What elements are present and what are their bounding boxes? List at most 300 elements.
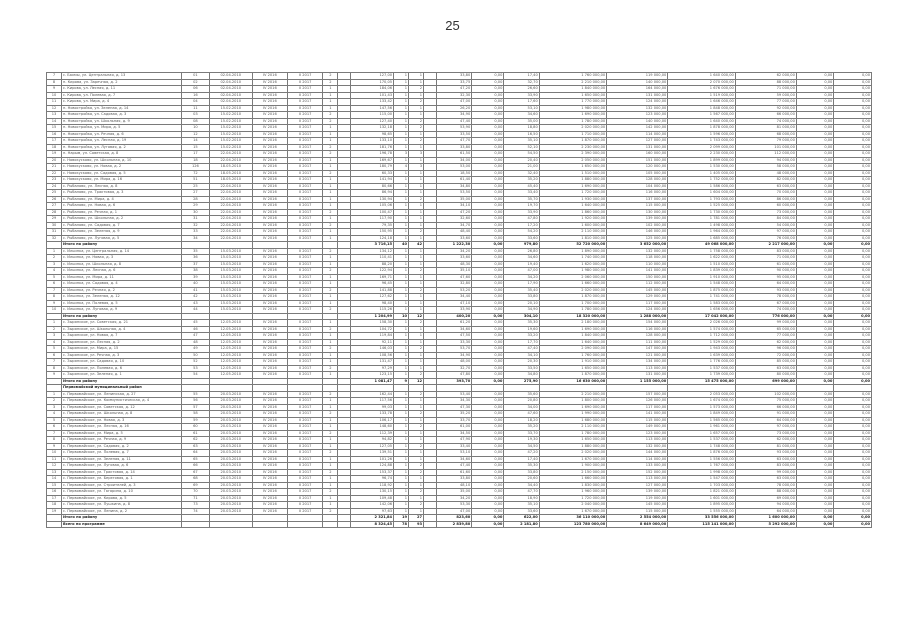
table-cell: 35,10 — [504, 502, 539, 509]
table-cell: 0,00 — [472, 229, 504, 236]
table-cell: 0,00 — [472, 118, 504, 125]
table-cell: II 2017 — [288, 352, 323, 359]
table-cell: 115 141 000,00 — [668, 521, 736, 528]
table-cell: 49 — [182, 346, 210, 353]
address-cell: с. Первомайское, ул. Береговая, д. 1 — [62, 476, 182, 483]
table-cell: 51 — [182, 177, 210, 184]
table-cell: 0,00 — [834, 508, 872, 515]
table-cell: 1 — [323, 190, 338, 197]
table-cell: 54 — [182, 372, 210, 379]
table-cell: 128 000,00 — [607, 177, 668, 184]
table-cell: 1 720 000,00 — [539, 495, 607, 502]
table-cell: 0,00 — [834, 495, 872, 502]
table-cell: 1 660 000,00 — [539, 476, 607, 483]
table-cell: II 2017 — [288, 274, 323, 281]
table-cell: 2 — [323, 450, 338, 457]
row-number-cell: 23 — [47, 177, 62, 184]
row-number-cell: 4 — [47, 268, 62, 275]
address-cell: с. Ильинка, ул. Полевая, д. 5 — [62, 300, 182, 307]
table-cell: 1 — [323, 261, 338, 268]
table-cell: 1 — [394, 281, 409, 288]
table-cell: 0,00 — [834, 157, 872, 164]
table-cell: 15.03.2010 — [209, 261, 252, 268]
table-cell: 93 000,00 — [735, 287, 796, 294]
table-cell: 0,00 — [472, 216, 504, 223]
row-number-cell: 7 — [47, 73, 62, 80]
table-cell: 3 — [409, 151, 424, 158]
table-cell: 1 — [394, 131, 409, 138]
table-cell: 97 000,00 — [735, 424, 796, 431]
table-cell: 99 000,00 — [735, 469, 796, 476]
table-cell: 169,71 — [351, 274, 394, 281]
table-cell: 1 — [394, 138, 409, 145]
table-cell: 22.04.2010 — [209, 209, 252, 216]
table-cell: 145 000,00 — [607, 502, 668, 509]
table-cell: 34,80 — [504, 372, 539, 379]
table-cell: 66 000,00 — [735, 112, 796, 119]
table-cell: 48,00 — [436, 359, 471, 366]
table-cell: 1 — [394, 216, 409, 223]
table-cell: 2 230 000,00 — [539, 144, 607, 151]
table-cell: 34,00 — [504, 404, 539, 411]
row-number-cell: 11 — [47, 99, 62, 106]
table-cell: 16,50 — [504, 131, 539, 138]
table-cell: 150,95 — [351, 229, 394, 236]
table-cell: 2 110 000,00 — [539, 229, 607, 236]
table-cell: 0,00 — [834, 209, 872, 216]
table-cell: 0,00 — [834, 242, 872, 249]
table-cell: 9 — [394, 378, 409, 385]
table-cell: 34,60 — [504, 255, 539, 262]
table-cell: 67 — [182, 469, 210, 476]
table-cell: 1 596 000,00 — [668, 131, 736, 138]
table-cell: 0,00 — [472, 73, 504, 80]
table-cell: 1 — [394, 112, 409, 119]
table-cell: 0,00 — [834, 489, 872, 496]
table-cell: 1 — [323, 404, 338, 411]
table-cell: 78 000,00 — [735, 294, 796, 301]
table-cell: 47,90 — [436, 437, 471, 444]
table-cell: 55 — [182, 391, 210, 398]
table-cell: 0,00 — [796, 144, 834, 151]
table-cell: 1 — [323, 463, 338, 470]
address-cell: Итого по району — [62, 313, 182, 320]
table-cell: 1 650 000,00 — [539, 92, 607, 99]
table-cell: 0,00 — [834, 268, 872, 275]
table-cell: IV 2016 — [252, 411, 287, 418]
table-cell: 1 — [394, 404, 409, 411]
table-cell: 0,00 — [472, 105, 504, 112]
table-cell: 62 000,00 — [735, 437, 796, 444]
table-cell: IV 2016 — [252, 495, 287, 502]
table-cell: IV 2016 — [252, 307, 287, 314]
table-cell: 0,00 — [796, 333, 834, 340]
table-cell: 1 — [394, 469, 409, 476]
table-cell: 1 573 000,00 — [668, 404, 736, 411]
table-cell: IV 2016 — [252, 86, 287, 93]
address-cell: с. Первомайское, ул. Луговая, д. 6 — [62, 463, 182, 470]
table-cell: 0,00 — [472, 209, 504, 216]
table-cell: 112 000,00 — [607, 281, 668, 288]
table-cell: 1 — [394, 203, 409, 210]
row-number-cell: 5 — [47, 274, 62, 281]
table-cell: 2 — [323, 268, 338, 275]
table-cell: 53,70 — [436, 346, 471, 353]
table-cell: 118 000,00 — [607, 255, 668, 262]
table-cell: 47,40 — [436, 118, 471, 125]
table-cell: 1 — [394, 326, 409, 333]
table-cell: 61,50 — [436, 151, 471, 158]
table-cell: 115 000,00 — [607, 508, 668, 515]
table-cell: 18.05.2010 — [209, 164, 252, 171]
table-cell: 108,56 — [351, 352, 394, 359]
table-cell: II 2017 — [288, 222, 323, 229]
table-cell: 0,00 — [472, 203, 504, 210]
table-cell: 0,00 — [834, 138, 872, 145]
address-cell: с. Первомайское, ул. Советская, д. 12 — [62, 404, 182, 411]
table-cell: II 2017 — [288, 177, 323, 184]
table-cell: 106,17 — [351, 417, 394, 424]
address-cell: с. Первомайское, ул. Школьная, д. 8 — [62, 411, 182, 418]
table-cell: 1 640 000,00 — [539, 339, 607, 346]
table-cell: 124,88 — [351, 463, 394, 470]
table-cell: 96 000,00 — [735, 346, 796, 353]
table-cell: 54 000,00 — [735, 222, 796, 229]
table-cell: 47,30 — [436, 404, 471, 411]
table-cell: 34,10 — [504, 352, 539, 359]
table-cell: 2 — [409, 196, 424, 203]
table-cell: 1 — [323, 333, 338, 340]
table-cell: 22.04.2010 — [209, 203, 252, 210]
table-cell: 0,00 — [472, 469, 504, 476]
table-cell: 28 — [182, 196, 210, 203]
table-cell: 36 — [182, 255, 210, 262]
table-cell: 20.03.2010 — [209, 495, 252, 502]
table-cell: 0,00 — [472, 131, 504, 138]
table-cell: 63 000,00 — [735, 183, 796, 190]
table-cell: 63 000,00 — [735, 476, 796, 483]
address-cell: с. Ильинка, ул. Садовая, д. 4 — [62, 281, 182, 288]
table-cell: 22.04.2010 — [209, 229, 252, 236]
table-cell: 1 — [323, 352, 338, 359]
table-cell: 20,30 — [504, 359, 539, 366]
table-cell: IV 2016 — [252, 300, 287, 307]
table-cell: 98,40 — [351, 300, 394, 307]
table-cell: 0,00 — [796, 92, 834, 99]
row-number-cell: 7 — [47, 287, 62, 294]
table-cell: 0,00 — [834, 463, 872, 470]
table-cell: 0,00 — [834, 255, 872, 262]
row-number-cell: 1 — [47, 391, 62, 398]
table-cell: 1 848 000,00 — [668, 105, 736, 112]
table-cell: 0,00 — [796, 424, 834, 431]
table-cell: 119,84 — [351, 333, 394, 340]
address-cell: с. Зырянское, ул. Зеленая, д. 1 — [62, 372, 182, 379]
table-cell: 699 000,00 — [735, 378, 796, 385]
table-cell: 25 — [182, 183, 210, 190]
table-cell: 1 — [409, 281, 424, 288]
table-cell: 1 — [394, 398, 409, 405]
table-cell: 35,00 — [504, 118, 539, 125]
table-cell: 1 680 000,00 — [539, 417, 607, 424]
table-cell: 02.04.2010 — [209, 99, 252, 106]
address-cell: п. Новостройка, ул. Мира, д. 5 — [62, 125, 182, 132]
table-cell: 8 649 000,00 — [607, 521, 668, 528]
table-cell: 15.02.2010 — [209, 112, 252, 119]
table-cell: 0,00 — [834, 456, 872, 463]
table-cell: 1 — [394, 274, 409, 281]
table-cell: 1 — [409, 430, 424, 437]
table-cell: IV 2016 — [252, 157, 287, 164]
table-cell: 0,00 — [834, 320, 872, 327]
address-cell: п. Новостройка, ул. Речная, д. 6 — [62, 131, 182, 138]
table-cell — [182, 521, 210, 528]
table-cell: 151 000,00 — [607, 157, 668, 164]
table-cell: 1 — [394, 476, 409, 483]
table-cell: 0,00 — [796, 105, 834, 112]
table-cell: 11 — [182, 105, 210, 112]
table-cell: 37 — [182, 261, 210, 268]
table-cell: 1 — [409, 222, 424, 229]
table-cell: 69 — [182, 482, 210, 489]
table-cell: 114 000,00 — [607, 131, 668, 138]
table-cell: 21,00 — [504, 164, 539, 171]
table-cell: 0,00 — [472, 170, 504, 177]
table-cell: 63 — [182, 443, 210, 450]
table-cell: 0,00 — [472, 404, 504, 411]
table-cell: 77 000,00 — [735, 99, 796, 106]
table-cell: 111 000,00 — [607, 339, 668, 346]
row-number-cell: 19 — [47, 508, 62, 515]
table-cell: II 2017 — [288, 404, 323, 411]
table-cell — [338, 521, 351, 528]
table-cell: II 2017 — [288, 495, 323, 502]
table-cell: 1 810 000,00 — [539, 235, 607, 242]
table-cell: 1 — [409, 92, 424, 99]
table-cell: 622,00 — [504, 515, 539, 522]
address-cell: с. Зырянское, ул. Мира, д. 15 — [62, 346, 182, 353]
table-cell: 0,00 — [796, 417, 834, 424]
table-cell: 61,00 — [436, 424, 471, 431]
table-cell: 18,20 — [504, 417, 539, 424]
table-cell: II 2017 — [288, 112, 323, 119]
table-cell: 0,00 — [796, 300, 834, 307]
table-cell: 1 — [394, 430, 409, 437]
row-number-cell: 6 — [47, 281, 62, 288]
table-cell: 34 — [182, 235, 210, 242]
table-cell: 88 000,00 — [735, 489, 796, 496]
table-cell: 0,00 — [834, 359, 872, 366]
table-cell: 141 000,00 — [607, 268, 668, 275]
table-cell: 0,00 — [796, 326, 834, 333]
table-cell: 1 — [394, 229, 409, 236]
table-cell: 132 000,00 — [607, 105, 668, 112]
table-cell: 0,00 — [472, 164, 504, 171]
row-number-cell: 27 — [47, 203, 62, 210]
table-cell: 1 — [394, 359, 409, 366]
table-cell: 0,00 — [796, 235, 834, 242]
table-cell: II 2017 — [288, 365, 323, 372]
table-cell: 02.04.2010 — [209, 79, 252, 86]
table-cell: 1 — [394, 463, 409, 470]
table-cell: 0,00 — [796, 170, 834, 177]
table-cell: 79,35 — [351, 222, 394, 229]
table-cell: 20.03.2010 — [209, 489, 252, 496]
table-cell: 88,20 — [351, 261, 394, 268]
table-cell: 125 000,00 — [607, 235, 668, 242]
table-cell: 0,00 — [834, 346, 872, 353]
table-cell: 0,00 — [796, 515, 834, 522]
table-cell: 0,00 — [472, 313, 504, 320]
table-cell — [424, 521, 437, 528]
table-cell: 1 776 000,00 — [668, 359, 736, 366]
table-cell: II 2017 — [288, 489, 323, 496]
table-cell: 1 700 000,00 — [539, 300, 607, 307]
table-cell: 53,20 — [436, 287, 471, 294]
table-cell: 1 — [323, 482, 338, 489]
table-cell: II 2017 — [288, 255, 323, 262]
table-cell: 1 — [323, 183, 338, 190]
table-cell: 114 000,00 — [607, 456, 668, 463]
table-cell: IV 2016 — [252, 125, 287, 132]
table-cell: 73 — [182, 502, 210, 509]
table-cell: 12.05.2010 — [209, 333, 252, 340]
table-cell: 20.03.2010 — [209, 437, 252, 444]
table-cell: 113 000,00 — [607, 365, 668, 372]
table-cell: 1 600 000,00 — [539, 222, 607, 229]
table-cell: 1 — [409, 417, 424, 424]
table-cell: 76 000,00 — [735, 235, 796, 242]
table-cell: II 2017 — [288, 209, 323, 216]
table-cell: 1 — [394, 105, 409, 112]
table-cell: 1 752 000,00 — [668, 177, 736, 184]
table-cell: 1 — [323, 255, 338, 262]
table-cell: IV 2016 — [252, 79, 287, 86]
table-cell: 17,60 — [504, 99, 539, 106]
table-cell: 53,00 — [436, 164, 471, 171]
table-cell: 2 210 000,00 — [539, 391, 607, 398]
address-cell: с. Рыбалово, ул. Луговая, д. 5 — [62, 235, 182, 242]
row-number-cell: 6 — [47, 352, 62, 359]
table-cell: 33,30 — [436, 339, 471, 346]
table-cell: II 2017 — [288, 398, 323, 405]
row-number-cell: 9 — [47, 300, 62, 307]
table-cell: 1 — [394, 222, 409, 229]
table-cell: 3 — [409, 164, 424, 171]
table-cell: 1 — [394, 489, 409, 496]
row-number-cell: 9 — [47, 443, 62, 450]
table-cell: 102 000,00 — [607, 222, 668, 229]
address-cell: с. Ильинка, ул. Лесная, д. 6 — [62, 268, 182, 275]
table-cell: 52,10 — [504, 144, 539, 151]
table-cell: 1 943 000,00 — [668, 346, 736, 353]
table-cell: 47,20 — [436, 86, 471, 93]
table-cell: 1 — [409, 339, 424, 346]
table-cell: 33,90 — [504, 209, 539, 216]
table-cell: 0,00 — [834, 79, 872, 86]
address-cell: п. Новостройка, ул. Зеленая, д. 14 — [62, 105, 182, 112]
table-cell: II 2017 — [288, 138, 323, 145]
table-cell: IV 2016 — [252, 326, 287, 333]
table-cell: 93 — [409, 521, 424, 528]
table-cell: IV 2016 — [252, 352, 287, 359]
table-cell: 71 000,00 — [735, 255, 796, 262]
table-cell: II 2017 — [288, 417, 323, 424]
table-cell: 157 000,00 — [607, 391, 668, 398]
table-cell: 20.03.2010 — [209, 456, 252, 463]
table-cell: 0,00 — [834, 378, 872, 385]
table-cell: 0,00 — [472, 482, 504, 489]
address-cell: с. Ильинка, ул. Центральная, д. 14 — [62, 248, 182, 255]
table-cell: 0,00 — [834, 151, 872, 158]
table-cell: 0,00 — [834, 430, 872, 437]
table-cell: IV 2016 — [252, 372, 287, 379]
table-cell: IV 2016 — [252, 73, 287, 80]
row-number-cell: 3 — [47, 404, 62, 411]
address-cell: Итого по району — [62, 515, 182, 522]
table-cell: II 2017 — [288, 105, 323, 112]
table-cell: 1 081,47 — [351, 378, 394, 385]
table-cell: 0,00 — [472, 359, 504, 366]
table-cell: II 2017 — [288, 443, 323, 450]
table-cell: IV 2016 — [252, 222, 287, 229]
table-cell: 160 000,00 — [607, 151, 668, 158]
table-cell: 0,00 — [796, 118, 834, 125]
table-cell: II 2017 — [288, 482, 323, 489]
table-cell: 68 000,00 — [735, 131, 796, 138]
table-cell: 70 000,00 — [735, 190, 796, 197]
table-cell: 1 821 000,00 — [668, 489, 736, 496]
table-cell: 180,79 — [351, 164, 394, 171]
table-cell: 1 849 000,00 — [668, 411, 736, 418]
table-cell: 1 622 000,00 — [668, 255, 736, 262]
table-cell: 34,90 — [436, 352, 471, 359]
table-cell: 132 000,00 — [607, 248, 668, 255]
row-number-cell: 5 — [47, 417, 62, 424]
table-cell: 1 730 000,00 — [668, 209, 736, 216]
table-cell: II 2017 — [288, 92, 323, 99]
table-cell: 33,80 — [504, 294, 539, 301]
table-cell: 149 000,00 — [607, 424, 668, 431]
table-cell: 0,00 — [472, 456, 504, 463]
table-cell: 0,00 — [472, 183, 504, 190]
table-cell: 0,00 — [472, 157, 504, 164]
table-cell: 101 000,00 — [735, 144, 796, 151]
table-cell: 1 780 000,00 — [539, 430, 607, 437]
table-cell: II 2017 — [288, 287, 323, 294]
row-number-cell: 2 — [47, 326, 62, 333]
table-cell: 1 — [394, 508, 409, 515]
table-cell: 1 — [323, 235, 338, 242]
table-cell: 35,00 — [436, 489, 471, 496]
table-cell: 33,75 — [436, 79, 471, 86]
table-cell: 1 — [394, 372, 409, 379]
table-cell: 12.05.2010 — [209, 359, 252, 366]
table-cell: 79 000,00 — [735, 138, 796, 145]
table-cell: 12 — [182, 131, 210, 138]
table-cell: 18 — [182, 157, 210, 164]
table-cell: 3 — [394, 151, 409, 158]
table-cell: IV 2016 — [252, 469, 287, 476]
table-cell: 40 — [182, 281, 210, 288]
table-cell: IV 2016 — [252, 274, 287, 281]
table-cell: 140 000,00 — [607, 79, 668, 86]
table-cell: 0,00 — [834, 216, 872, 223]
table-cell: 19,60 — [504, 326, 539, 333]
table-cell: 1 910 000,00 — [668, 274, 736, 281]
table-cell: 12.05.2010 — [209, 352, 252, 359]
address-cell: с. Кирова, ул. Мира, д. 4 — [62, 99, 182, 106]
